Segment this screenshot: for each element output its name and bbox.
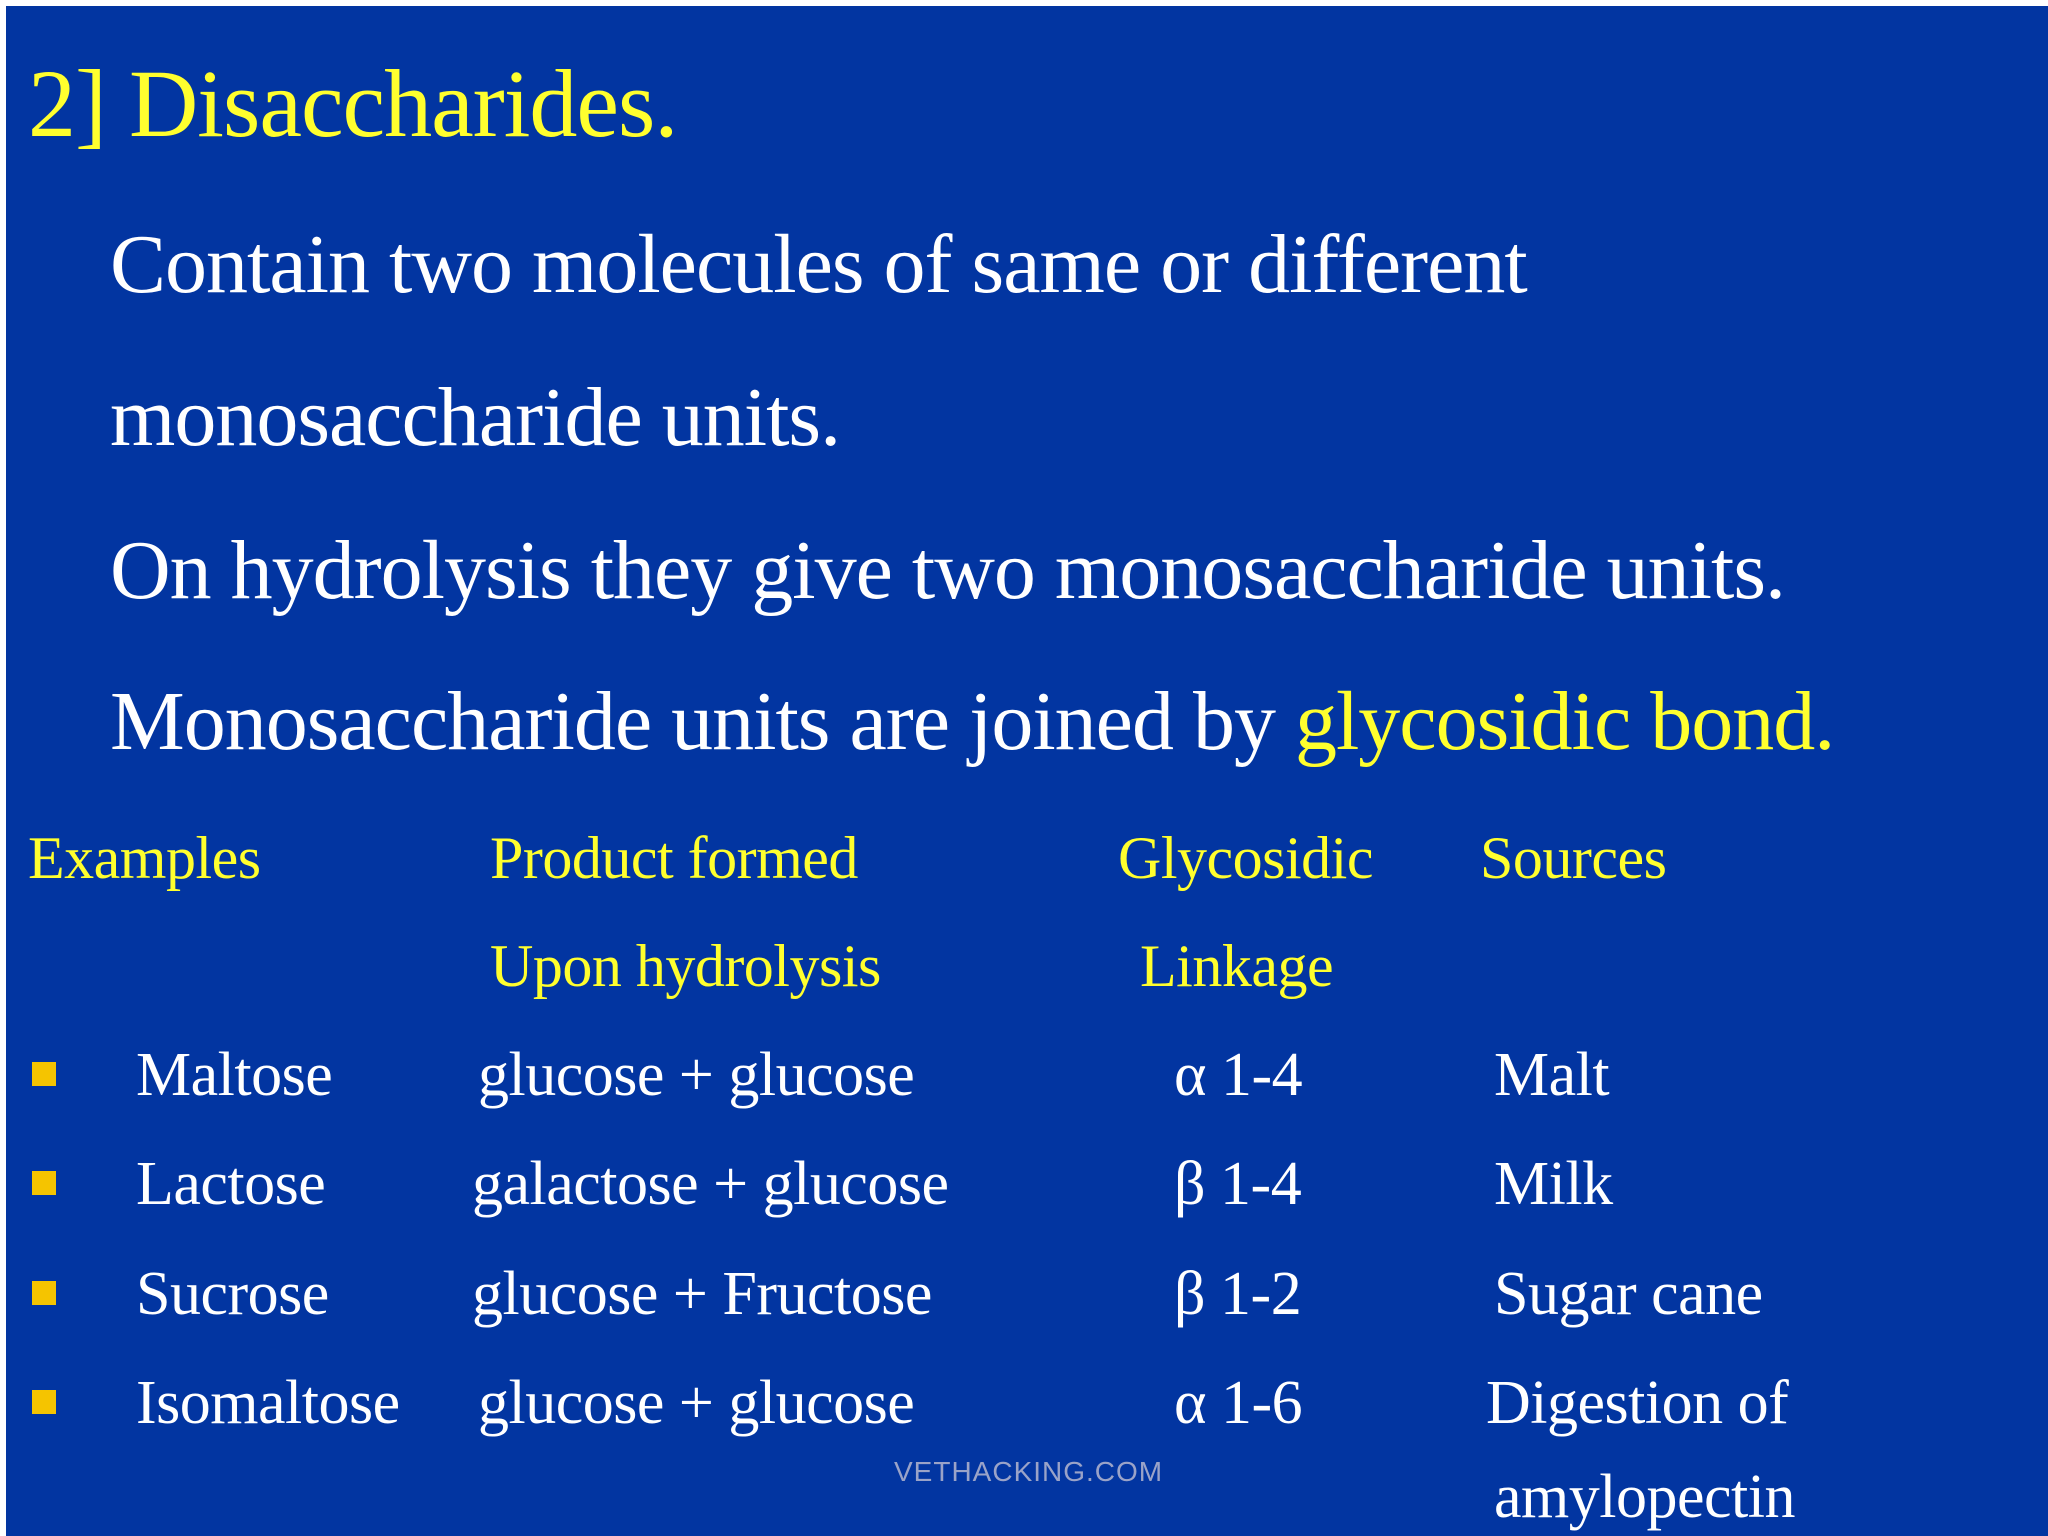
row-3-product: glucose + Fructose <box>472 1260 932 1328</box>
row-4-source-line-1: Digestion of <box>1486 1369 1789 1437</box>
paragraph-line-4 <box>110 675 1835 768</box>
bullet-icon <box>32 1171 56 1195</box>
row-2-source: Milk <box>1494 1150 1613 1218</box>
bullet-icon <box>32 1281 56 1305</box>
bullet-icon <box>32 1390 56 1414</box>
header-sources: Sources <box>1480 825 1667 891</box>
slide-title: 2] Disaccharides. <box>28 50 678 157</box>
paragraph-line-1: Contain two molecules of same or different <box>110 218 1527 311</box>
watermark: VETHACKING.COM <box>894 1456 1164 1487</box>
header-linkage-line-2: Linkage <box>1140 933 1334 999</box>
bullet-icon <box>32 1062 56 1086</box>
header-linkage-line-1: Glycosidic <box>1118 825 1373 891</box>
row-4-product: glucose + glucose <box>478 1369 915 1437</box>
row-3-source: Sugar cane <box>1494 1260 1763 1328</box>
row-2-example: Lactose <box>136 1150 326 1218</box>
row-4-linkage: α 1-6 <box>1174 1369 1303 1437</box>
row-2-product: galactose + glucose <box>472 1150 949 1218</box>
row-1-linkage: α 1-4 <box>1174 1041 1303 1109</box>
header-product-line-2: Upon hydrolysis <box>490 933 881 999</box>
row-1-source: Malt <box>1494 1041 1610 1109</box>
glycosidic-bond-highlight: glycosidic bond. <box>1294 675 1835 768</box>
row-3-example: Sucrose <box>136 1260 329 1328</box>
paragraph-line-4-text: Monosaccharide units are joined by <box>110 675 1295 768</box>
row-4-example: Isomaltose <box>136 1369 400 1437</box>
row-2-linkage: β 1-4 <box>1174 1150 1302 1218</box>
row-1-product: glucose + glucose <box>478 1041 915 1109</box>
paragraph-line-2: monosaccharide units. <box>110 371 841 464</box>
paragraph-line-3: On hydrolysis they give two monosaccharide units. <box>110 524 1786 617</box>
slide <box>6 6 2048 1536</box>
row-3-linkage: β 1-2 <box>1174 1260 1302 1328</box>
header-product-line-1: Product formed <box>490 825 858 891</box>
row-1-example: Maltose <box>136 1041 333 1109</box>
header-examples: Examples <box>28 825 261 891</box>
row-4-source-line-2: amylopectin <box>1494 1463 1795 1531</box>
